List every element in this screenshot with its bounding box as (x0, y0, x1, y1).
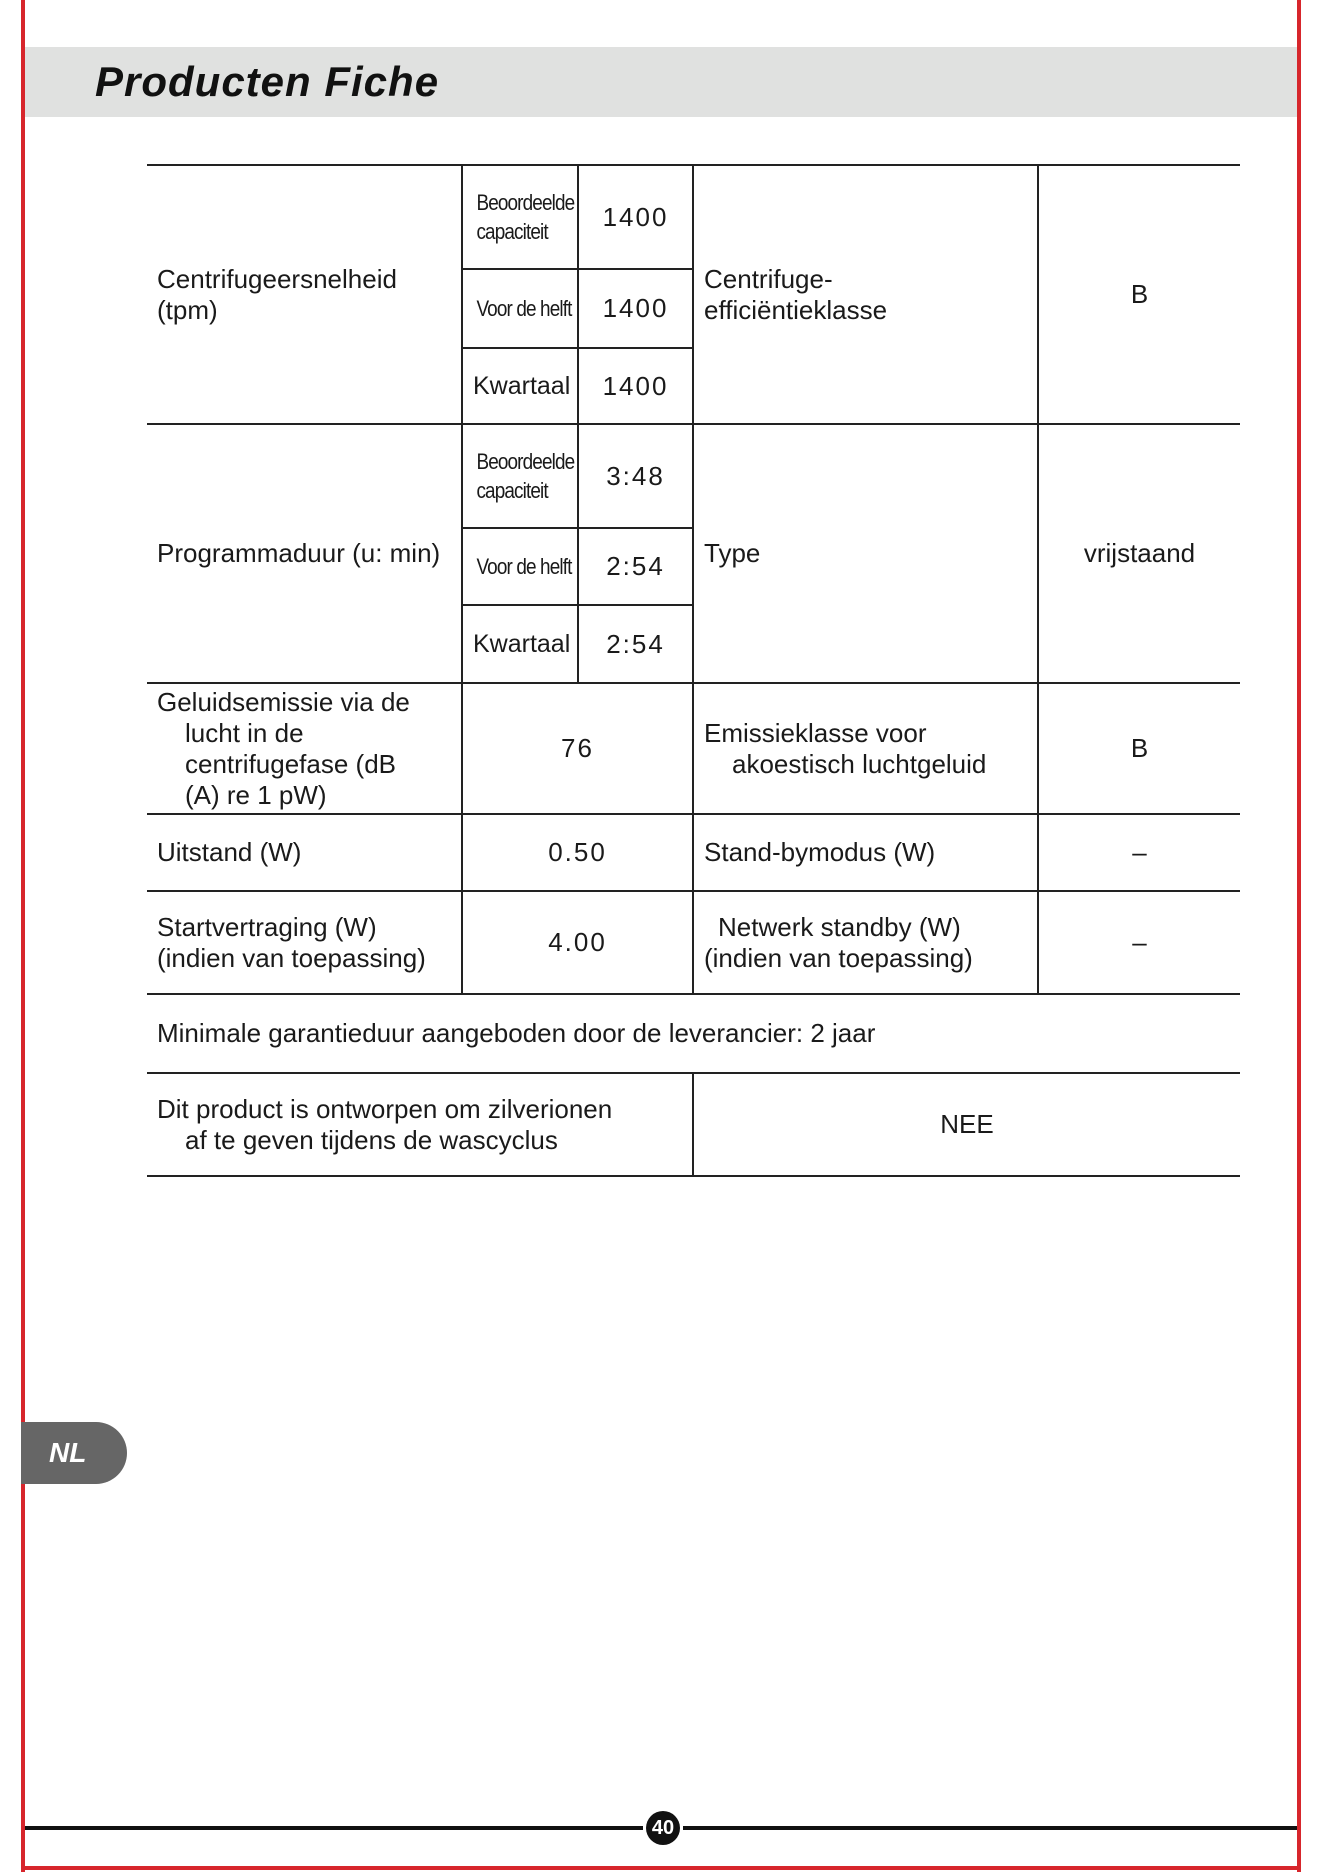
noise-label-line-3: centrifugefase (dB (185, 748, 397, 779)
duration-sub-rated: Beoordeelde capaciteit (476, 449, 575, 503)
noise-label-line-1: Geluidsemissie via de (157, 686, 410, 717)
table-row (147, 814, 1240, 891)
spin-efficiency-label: Centrifuge-efficiëntieklasse (693, 165, 1038, 424)
silver-ions-label-line-1: Dit product is ontworpen om zilverionen (157, 1093, 613, 1124)
spin-sub-quarter: Kwartaal (462, 348, 578, 424)
duration-value-half: 2:54 (578, 528, 693, 605)
spin-value-quarter: 1400 (578, 348, 693, 424)
silver-ions-value: NEE (693, 1073, 1240, 1176)
type-label: Type (693, 424, 1038, 683)
spin-value-rated: 1400 (578, 165, 693, 269)
program-duration-label: Programmaduur (u: min) (147, 424, 462, 683)
network-standby-label-line-1: Netwerk standby (W) (718, 911, 961, 942)
spin-value-half: 1400 (578, 269, 693, 348)
table-row (147, 683, 1240, 814)
silver-ions-label-line-2: af te geven tijdens de wascyclus (185, 1124, 558, 1155)
delay-start-label-line-1: Startvertraging (W) (157, 911, 377, 942)
right-red-border (1297, 0, 1301, 1872)
standby-value: – (1038, 814, 1240, 891)
table-row (147, 891, 1240, 994)
noise-class-label-line-2: akoestisch luchtgeluid (732, 748, 987, 779)
delay-start-label (147, 891, 462, 994)
table-row (147, 165, 1240, 269)
duration-value-rated: 3:48 (578, 424, 693, 528)
off-mode-value: 0.50 (462, 814, 693, 891)
spin-sub-rated: Beoordeelde capaciteit (476, 190, 575, 244)
delay-start-value: 4.00 (462, 891, 693, 994)
language-tab: NL (21, 1422, 127, 1484)
delay-start-label-line-2: (indien van toepassing) (157, 942, 426, 973)
noise-value: 76 (462, 683, 693, 814)
page-title: Producten Fiche (95, 58, 440, 105)
off-mode-label: Uitstand (W) (147, 814, 462, 891)
table-row (147, 994, 1240, 1073)
noise-class-value: B (1038, 683, 1240, 814)
standby-label: Stand-bymodus (W) (693, 814, 1038, 891)
duration-sub-quarter: Kwartaal (462, 605, 578, 683)
footer-rule-right (683, 1826, 1297, 1830)
silver-ions-label (147, 1073, 693, 1176)
noise-label (147, 683, 462, 814)
footer-rule-left (25, 1826, 643, 1830)
warranty-text: Minimale garantieduur aangeboden door de leverancier: 2 jaar (147, 994, 1240, 1073)
duration-value-quarter: 2:54 (578, 605, 693, 683)
left-red-border (21, 0, 25, 1872)
table-row (147, 1073, 1240, 1176)
noise-class-label (693, 683, 1038, 814)
spin-speed-label: Centrifugeersnelheid (tpm) (147, 165, 462, 424)
noise-label-line-2: lucht in de (185, 717, 304, 748)
type-value: vrijstaand (1038, 424, 1240, 683)
network-standby-label-line-2: (indien van toepassing) (704, 942, 973, 973)
noise-class-label-line-1: Emissieklasse voor (704, 717, 927, 748)
page-number: 40 (646, 1811, 680, 1845)
noise-label-line-4: (A) re 1 pW) (185, 779, 327, 810)
network-standby-value: – (1038, 891, 1240, 994)
duration-sub-half: Voor de helft (476, 554, 572, 579)
product-fiche-table (147, 164, 1240, 1177)
spin-efficiency-value: B (1038, 165, 1240, 424)
network-standby-label (693, 891, 1038, 994)
table-row (147, 424, 1240, 528)
spin-sub-half: Voor de helft (476, 296, 572, 321)
bottom-red-border (21, 1866, 1301, 1870)
